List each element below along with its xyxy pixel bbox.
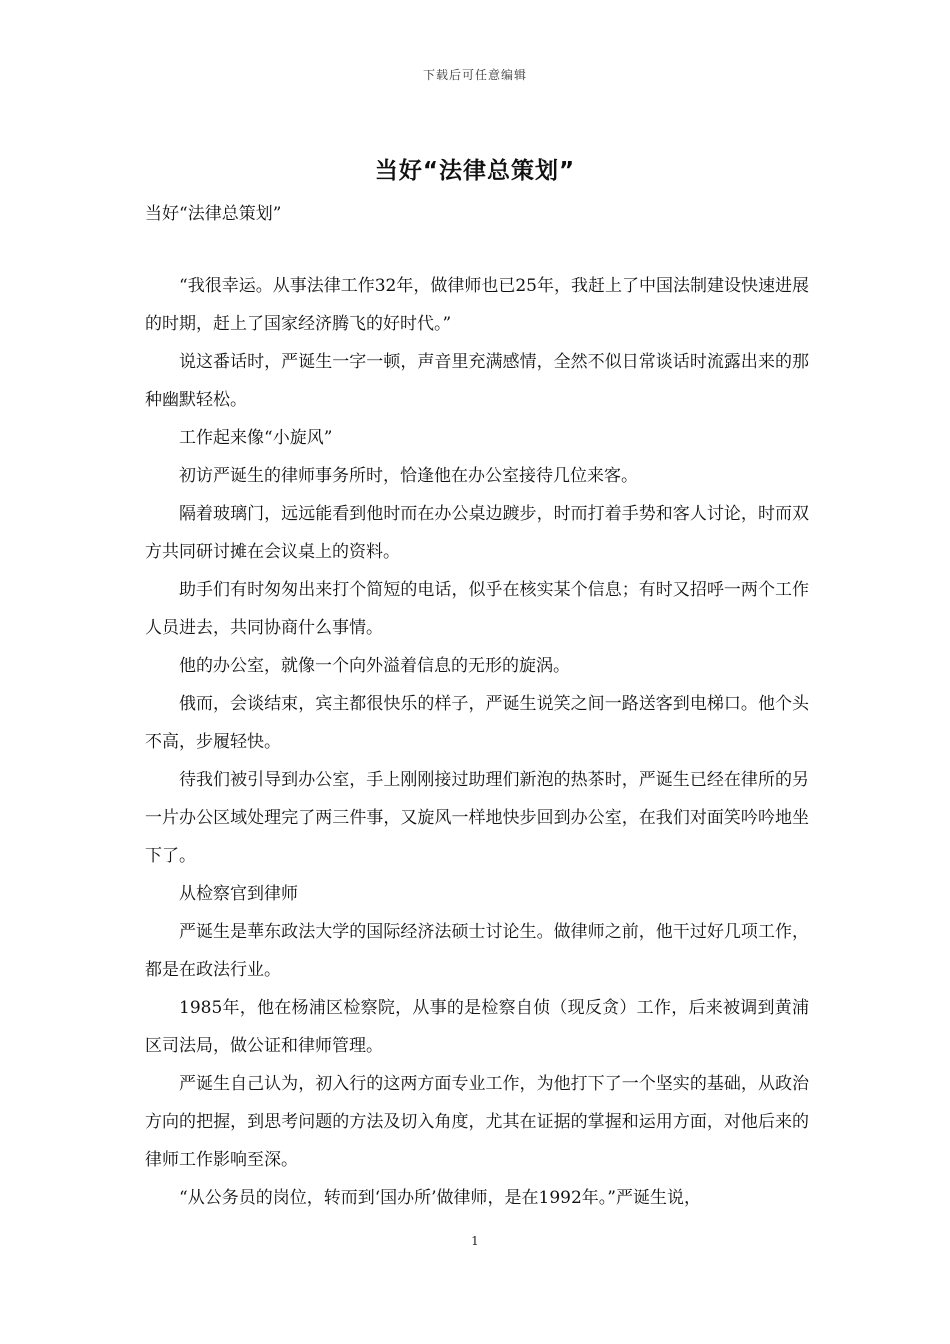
paragraph: 说这番话时，严诞生一字一顿，声音里充满感情，全然不似日常谈话时流露出来的那种幽默轻松。 [145,352,809,410]
paragraph: 1985年，他在杨浦区检察院，从事的是检察自侦（现反贪）工作，后来被调到黄浦区司法局，做公证和律师管理。 [145,998,809,1056]
document-subtitle: 当好“法律总策划” [145,204,282,224]
section-heading: 从检察官到律师 [179,884,298,904]
paragraph: 严诞生是華东政法大学的国际经济法硕士讨论生。做律师之前，他干过好几项工作，都是在政法行业。 [145,922,809,980]
paragraph: 待我们被引导到办公室，手上刚刚接过助理们新泡的热茶时，严诞生已经在律所的另一片办公区域处理完了两三件事，又旋风一样地快步回到办公室，在我们对面笑吟吟地坐下了。 [145,770,809,866]
document-title: 当好“法律总策划” [374,158,576,184]
paragraph: “从公务员的岗位，转而到‘国办所’做律师，是在1992年。”严诞生说， [179,1188,701,1208]
paragraph: 初访严诞生的律师事务所时，恰逢他在办公室接待几位来客。 [179,466,638,486]
paragraph: “我很幸运。从事法律工作32年，做律师也已25年，我赶上了中国法制建设快速进展的时期，赶上了国家经济腾飞的好时代。” [145,276,809,334]
section-heading: 工作起来像“小旋风” [179,428,333,448]
page-number: 1 [471,1234,479,1248]
paragraph: 他的办公室，就像一个向外溢着信息的无形的旋涡。 [179,656,570,676]
document-body [145,267,809,1217]
paragraph: 俄而，会谈结束，宾主都很快乐的样子，严诞生说笑之间一路送客到电梯口。他个头不高，步履轻快。 [145,694,809,752]
paragraph: 严诞生自己认为，初入行的这两方面专业工作，为他打下了一个坚实的基础，从政治方向的把握，到思考问题的方法及切入角度，尤其在证据的掌握和运用方面，对他后来的律师工作影响至深。 [145,1074,809,1170]
paragraph: 助手们有时匆匆出来打个简短的电话，似乎在核实某个信息；有时又招呼一两个工作人员进去，共同协商什么事情。 [145,580,809,638]
header-note: 下载后可任意编辑 [422,68,527,82]
paragraph: 隔着玻璃门，远远能看到他时而在办公桌边踱步，时而打着手势和客人讨论，时而双方共同研讨摊在会议桌上的资料。 [145,504,809,562]
